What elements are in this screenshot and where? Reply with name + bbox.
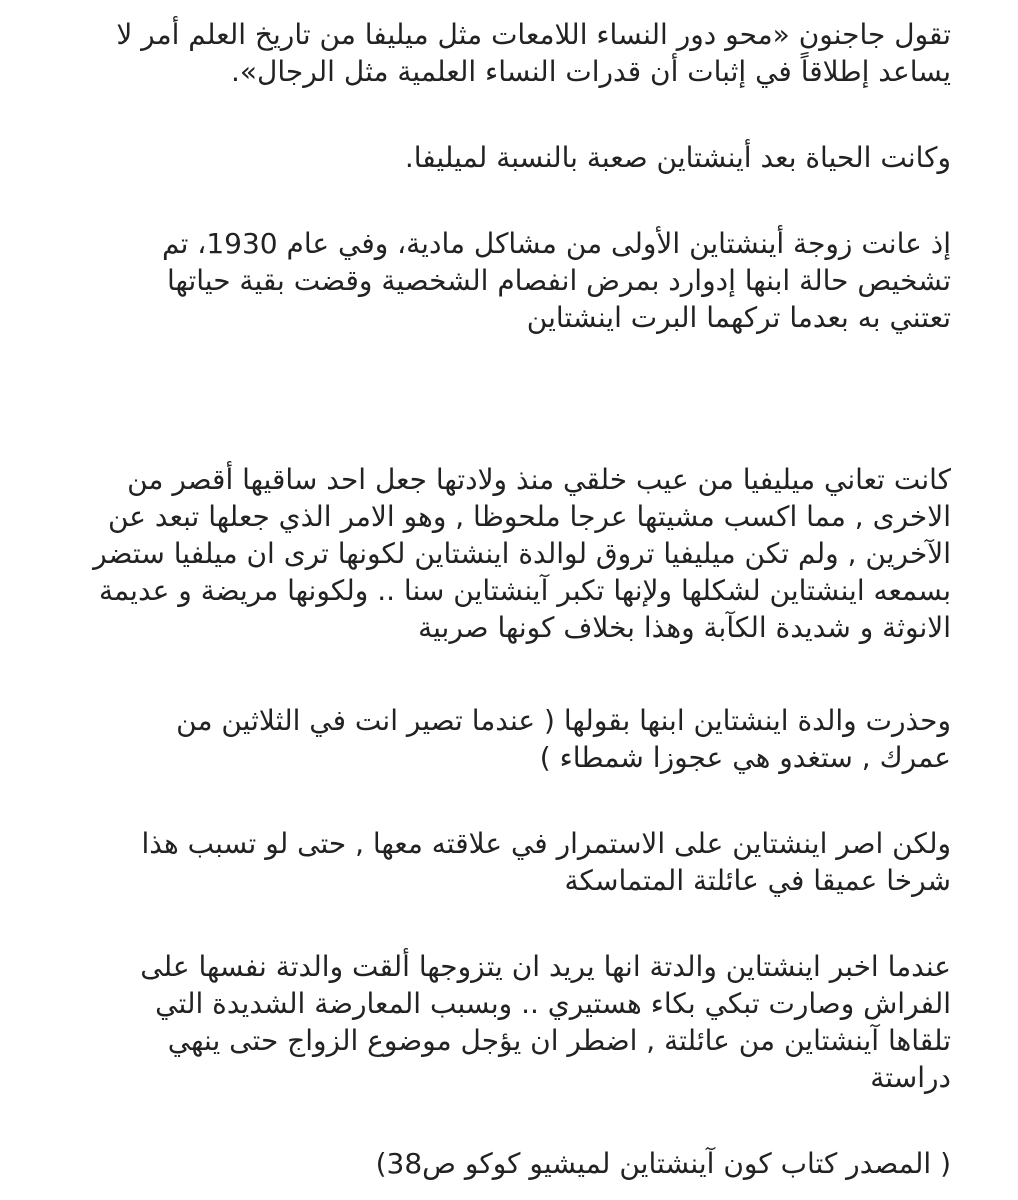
paragraph-source-citation [51,1145,951,1182]
paragraph-financial-problems [51,225,951,336]
text-line: عمرك , ستغدو هي عجوزا شمطاء ) [539,741,951,774]
text-line: وحذرت والدة اينشتاين ابنها بقولها ( عندما تصير انت في الثلاثين من [176,704,951,737]
paragraph-gagnon-quote [51,16,951,90]
text-line: تلقاها آينشتاين من عائلتة , اضطر ان يؤجل موضوع الزواج حتى ينهي [167,1024,951,1057]
paragraph-life-after-einstein [51,139,951,176]
text-line: عندما اخبر اينشتاين والدتة انها يريد ان يتزوجها ألقت والدتة نفسها على [140,950,951,983]
text-line: كانت تعاني ميليفيا من عيب خلقي منذ ولادتها جعل احد ساقيها أقصر من [127,463,951,496]
text-line: ولكن اصر اينشتاين على الاستمرار في علاقته معها , حتى لو تسبب هذا [141,827,951,860]
text-line: الآخرين , ولم تكن ميليفيا تروق لوالدة اينشتاين لكونها ترى ان ميلفيا ستضر [93,537,951,570]
text-line: ( المصدر كتاب كون آينشتاين لميشيو كوكو ص38) [375,1147,951,1180]
text-line: بسمعه اينشتاين لشكلها ولإنها تكبر آينشتاين سنا .. ولكونها مريضة و عديمة [98,574,951,607]
paragraph-mother-warning [51,702,951,776]
paragraph-marriage-postponed [51,948,951,1096]
text-line: دراستة [870,1061,951,1094]
text-line: الانوثة و شديدة الكآبة وهذا بخلاف كونها صربية [418,611,951,644]
text-line: تعتني به بعدما تركهما البرت اينشتاين [526,301,951,334]
text-line: الاخرى , مما اكسب مشيتها عرجا ملحوظا , وهو الامر الذي جعلها تبعد عن [107,500,951,533]
text-line: تشخيص حالة ابنها إدوارد بمرض انفصام الشخصية وقضت بقية حياتها [167,264,951,297]
text-line: تقول جاجنون «محو دور النساء اللامعات مثل ميليفا من تاريخ العلم أمر لا [116,18,951,51]
text-line: الفراش وصارت تبكي بكاء هستيري .. وبسبب المعارضة الشديدة التي [155,987,951,1020]
text-line: يساعد إطلاقاً في إثبات أن قدرات النساء العلمية مثل الرجال». [230,55,951,88]
text-line: إذ عانت زوجة أينشتاين الأولى من مشاكل مادية، وفي عام 1930، تم [161,227,951,260]
paragraph-einstein-insisted [51,825,951,899]
paragraph-birth-defect [51,461,951,646]
text-line: شرخا عميقا في عائلتة المتماسكة [564,864,951,897]
text-line: وكانت الحياة بعد أينشتاين صعبة بالنسبة لميليفا. [404,141,951,174]
